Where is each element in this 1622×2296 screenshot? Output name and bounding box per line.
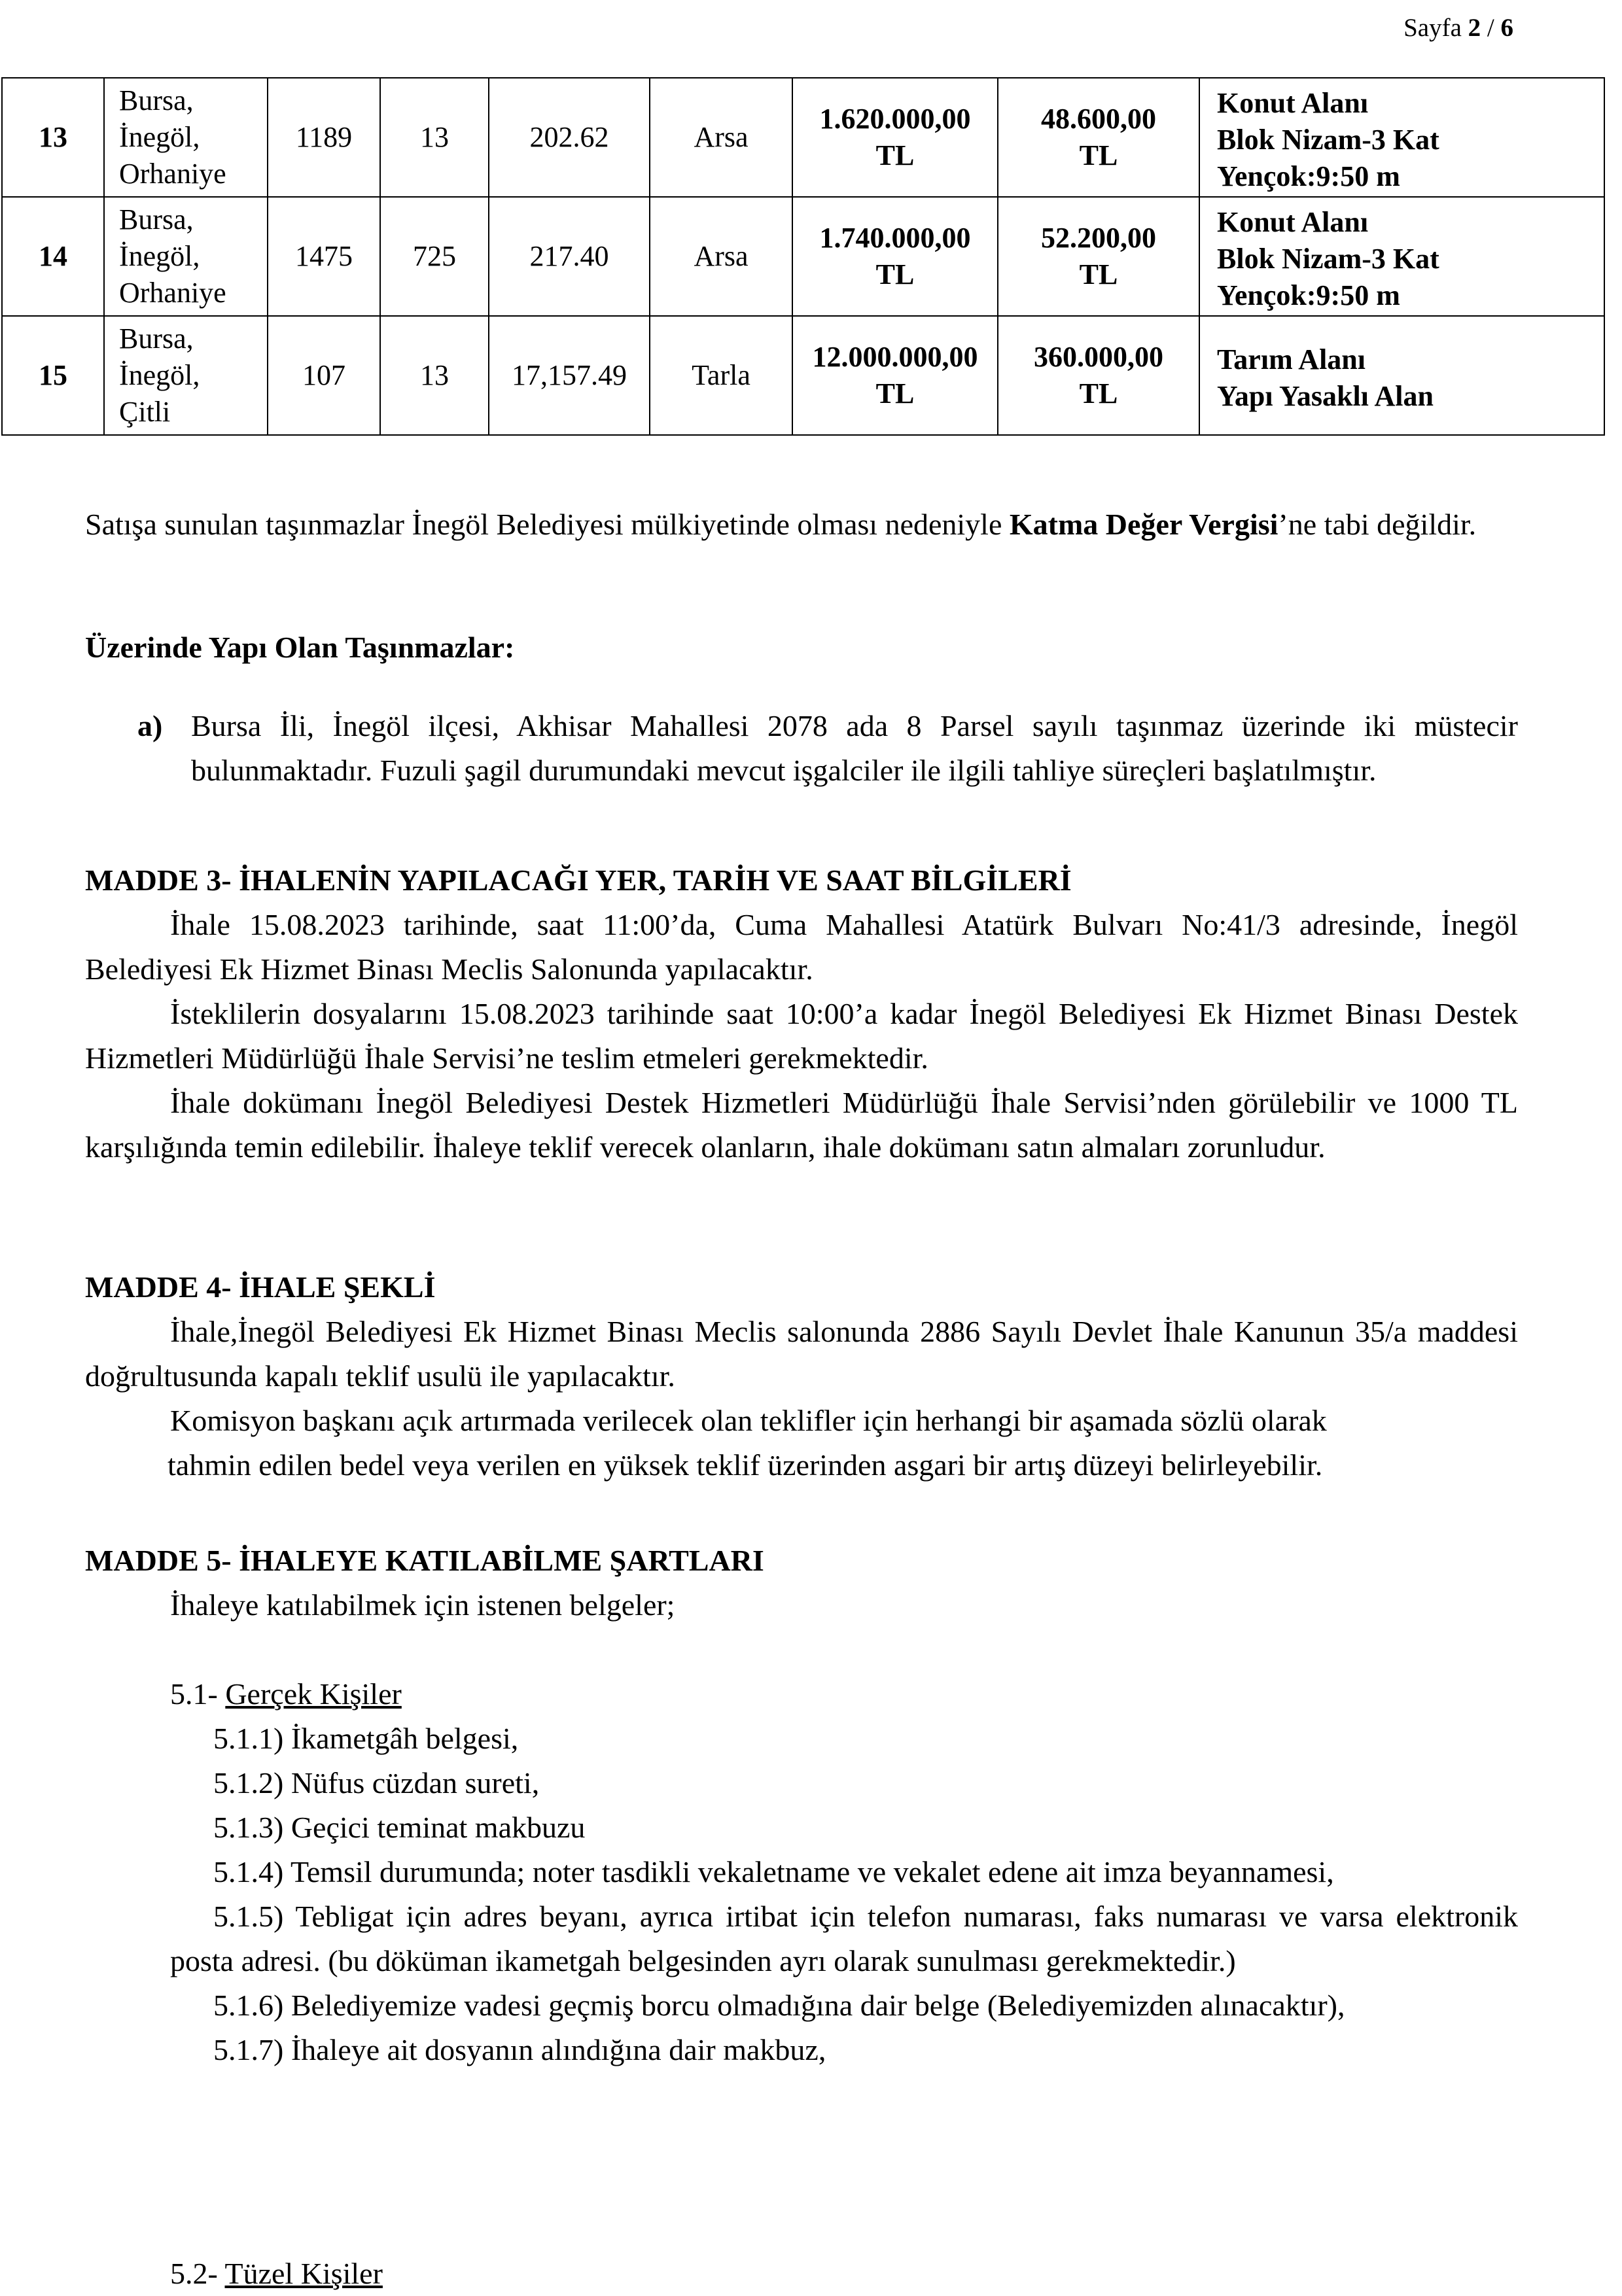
row-number-cell: 15 xyxy=(2,316,104,435)
madde4-paragraph-2a: Komisyon başkanı açık artırmada verilecek olan teklifler için herhangi bir aşamada sözlü olarak xyxy=(170,1404,1327,1437)
ada-cell: 1475 xyxy=(268,197,380,316)
price-cell-line: 1.740.000,00 xyxy=(819,222,971,254)
price-cell-line: TL xyxy=(875,377,915,409)
zoning-cell-line: Yapı Yasaklı Alan xyxy=(1217,380,1434,412)
ada-cell: 1189 xyxy=(268,78,380,197)
row-number-cell: 13 xyxy=(2,78,104,197)
location-cell-line: İnegöl, xyxy=(119,359,200,391)
price-cell xyxy=(792,78,998,197)
kind-cell: Arsa xyxy=(650,78,792,197)
list-item-516: 5.1.6) Belediyemize vadesi geçmiş borcu olmadığına dair belge (Belediyemizden alınacaktır), xyxy=(213,1989,1345,2022)
list-item-511: 5.1.1) İkametgâh belgesi, xyxy=(213,1722,519,1755)
deposit-cell-line: TL xyxy=(1079,377,1118,409)
zoning-cell-line: Tarım Alanı xyxy=(1217,343,1366,375)
madde3-heading: MADDE 3- İHALENİN YAPILACAĞI YER, TARİH VE SAAT BİLGİLERİ xyxy=(85,863,1072,897)
madde3-paragraph-2: İsteklilerin dosyalarını 15.08.2023 tarihinde saat 10:00’a kadar İnegöl Belediyesi Ek Hizmet Binası Destek Hizmetleri Müdürlüğü İhale Servisi’ne teslim etmeleri gerekmektedir. xyxy=(85,997,1518,1075)
deposit-cell xyxy=(998,316,1199,435)
zoning-cell-line: Blok Nizam-3 Kat xyxy=(1217,243,1439,275)
deposit-cell-line: 360.000,00 xyxy=(1034,341,1163,373)
kind-cell: Tarla xyxy=(650,316,792,435)
price-cell xyxy=(792,197,998,316)
zoning-cell xyxy=(1199,316,1604,435)
price-cell-line: 12.000.000,00 xyxy=(812,341,978,373)
location-cell-line: İnegöl, xyxy=(119,121,200,153)
zoning-cell xyxy=(1199,78,1604,197)
parsel-cell: 13 xyxy=(380,78,489,197)
vat-text-before: Satışa sunulan taşınmazlar İnegöl Belediyesi mülkiyetinde olması nedeniyle xyxy=(85,508,1010,541)
s52-section xyxy=(85,2252,1518,2296)
ada-cell: 107 xyxy=(268,316,380,435)
location-cell-line: İnegöl, xyxy=(119,240,200,272)
table-row xyxy=(2,197,1604,316)
s51-title: Gerçek Kişiler xyxy=(225,1677,402,1711)
page-current: 2 xyxy=(1468,14,1481,42)
madde4-paragraph-1: İhale,İnegöl Belediyesi Ek Hizmet Binası Meclis salonunda 2886 Sayılı Devlet İhale Kanunun 35/a maddesi doğrultusunda kapalı teklif usulü ile yapılacaktır. xyxy=(85,1315,1518,1393)
area-cell: 217.40 xyxy=(489,197,650,316)
zoning-cell-line: Konut Alanı xyxy=(1217,87,1369,119)
deposit-cell-line: 48.600,00 xyxy=(1041,103,1156,135)
s51-prefix: 5.1- xyxy=(170,1677,226,1711)
list-item-513: 5.1.3) Geçici teminat makbuzu xyxy=(213,1811,586,1844)
location-cell xyxy=(104,78,268,197)
madde4-section xyxy=(85,1265,1518,1487)
page-label: Sayfa xyxy=(1403,14,1462,42)
location-cell-line: Bursa, xyxy=(119,84,194,116)
madde5-heading: MADDE 5- İHALEYE KATILABİLME ŞARTLARI xyxy=(85,1544,764,1577)
price-cell-line: TL xyxy=(875,139,915,171)
area-cell: 202.62 xyxy=(489,78,650,197)
zoning-cell-line: Yençok:9:50 m xyxy=(1217,279,1400,311)
deposit-cell xyxy=(998,197,1199,316)
vat-note xyxy=(85,502,1518,547)
list-item-512: 5.1.2) Nüfus cüzdan sureti, xyxy=(213,1766,540,1800)
zoning-cell-line: Yençok:9:50 m xyxy=(1217,160,1400,192)
list-item-517: 5.1.7) İhaleye ait dosyanın alındığına dair makbuz, xyxy=(213,2033,826,2066)
price-cell xyxy=(792,316,998,435)
madde5-intro: İhaleye katılabilmek için istenen belgeler; xyxy=(170,1588,675,1622)
deposit-cell-line: TL xyxy=(1079,139,1118,171)
parcel-table xyxy=(1,77,1605,436)
zoning-cell-line: Blok Nizam-3 Kat xyxy=(1217,124,1439,156)
area-cell: 17,157.49 xyxy=(489,316,650,435)
table-row xyxy=(2,316,1604,435)
vat-text-bold: Katma Değer Vergisi xyxy=(1009,508,1278,541)
location-cell xyxy=(104,316,268,435)
row-number-cell: 14 xyxy=(2,197,104,316)
structures-section xyxy=(85,625,1518,670)
vat-text-after: ’ne tabi değildir. xyxy=(1278,508,1477,541)
page-total: 6 xyxy=(1500,14,1513,42)
item-text: Bursa İli, İnegöl ilçesi, Akhisar Mahallesi 2078 ada 8 Parsel sayılı taşınmaz üzerinde iki müstecir bulunmaktadır. Fuzuli şagil durumundaki mevcut işgalciler ile ilgili tahliye süreçleri başlatılmıştır. xyxy=(191,709,1518,787)
price-cell-line: TL xyxy=(875,258,915,290)
location-cell-line: Orhaniye xyxy=(119,277,226,309)
price-cell-line: 1.620.000,00 xyxy=(819,103,971,135)
page-separator: / xyxy=(1487,14,1494,42)
parsel-cell: 13 xyxy=(380,316,489,435)
madde3-paragraph-3: İhale dokümanı İnegöl Belediyesi Destek Hizmetleri Müdürlüğü İhale Servisi’nden görülebilir ve 1000 TL karşılığında temin edilebilir. İhaleye teklif verecek olanların, ihale dokümanı satın almaları zorunludur. xyxy=(85,1086,1518,1164)
deposit-cell-line: 52.200,00 xyxy=(1041,222,1156,254)
s52-prefix: 5.2- xyxy=(170,2257,225,2290)
madde5-list xyxy=(85,1672,1518,2072)
madde3-paragraph-1: İhale 15.08.2023 tarihinde, saat 11:00’da, Cuma Mahallesi Atatürk Bulvarı No:41/3 adresinde, İnegöl Belediyesi Ek Hizmet Binası Meclis Salonunda yapılacaktır. xyxy=(85,908,1518,986)
list-item-515: 5.1.5) Tebligat için adres beyanı, ayrıca irtibat için telefon numarası, faks numarası ve varsa elektronik posta adresi. (bu döküman ikametgah belgesinden ayrı olarak sunulması gerekmektedir.) xyxy=(170,1900,1518,1977)
kind-cell: Arsa xyxy=(650,197,792,316)
item-marker: a) xyxy=(137,709,163,742)
structures-item xyxy=(85,704,1518,793)
location-cell-line: Bursa, xyxy=(119,203,194,235)
location-cell xyxy=(104,197,268,316)
location-cell-line: Çitli xyxy=(119,396,171,428)
s52-title: Tüzel Kişiler xyxy=(224,2257,383,2290)
page-number xyxy=(1403,13,1513,43)
madde5-section xyxy=(85,1539,1518,1627)
deposit-cell-line: TL xyxy=(1079,258,1118,290)
list-item-514: 5.1.4) Temsil durumunda; noter tasdikli vekaletname ve vekalet edene ait imza beyannamesi, xyxy=(213,1855,1334,1888)
madde4-paragraph-2b: tahmin edilen bedel veya verilen en yüksek teklif üzerinden asgari bir artış düzeyi belirleyebilir. xyxy=(167,1448,1323,1482)
zoning-cell-line: Konut Alanı xyxy=(1217,206,1369,238)
table-row xyxy=(2,78,1604,197)
location-cell-line: Bursa, xyxy=(119,322,194,355)
deposit-cell xyxy=(998,78,1199,197)
madde3-section xyxy=(85,858,1518,1170)
madde4-heading: MADDE 4- İHALE ŞEKLİ xyxy=(85,1270,436,1304)
zoning-cell xyxy=(1199,197,1604,316)
structures-heading: Üzerinde Yapı Olan Taşınmazlar: xyxy=(85,631,515,664)
parsel-cell: 725 xyxy=(380,197,489,316)
location-cell-line: Orhaniye xyxy=(119,158,226,190)
